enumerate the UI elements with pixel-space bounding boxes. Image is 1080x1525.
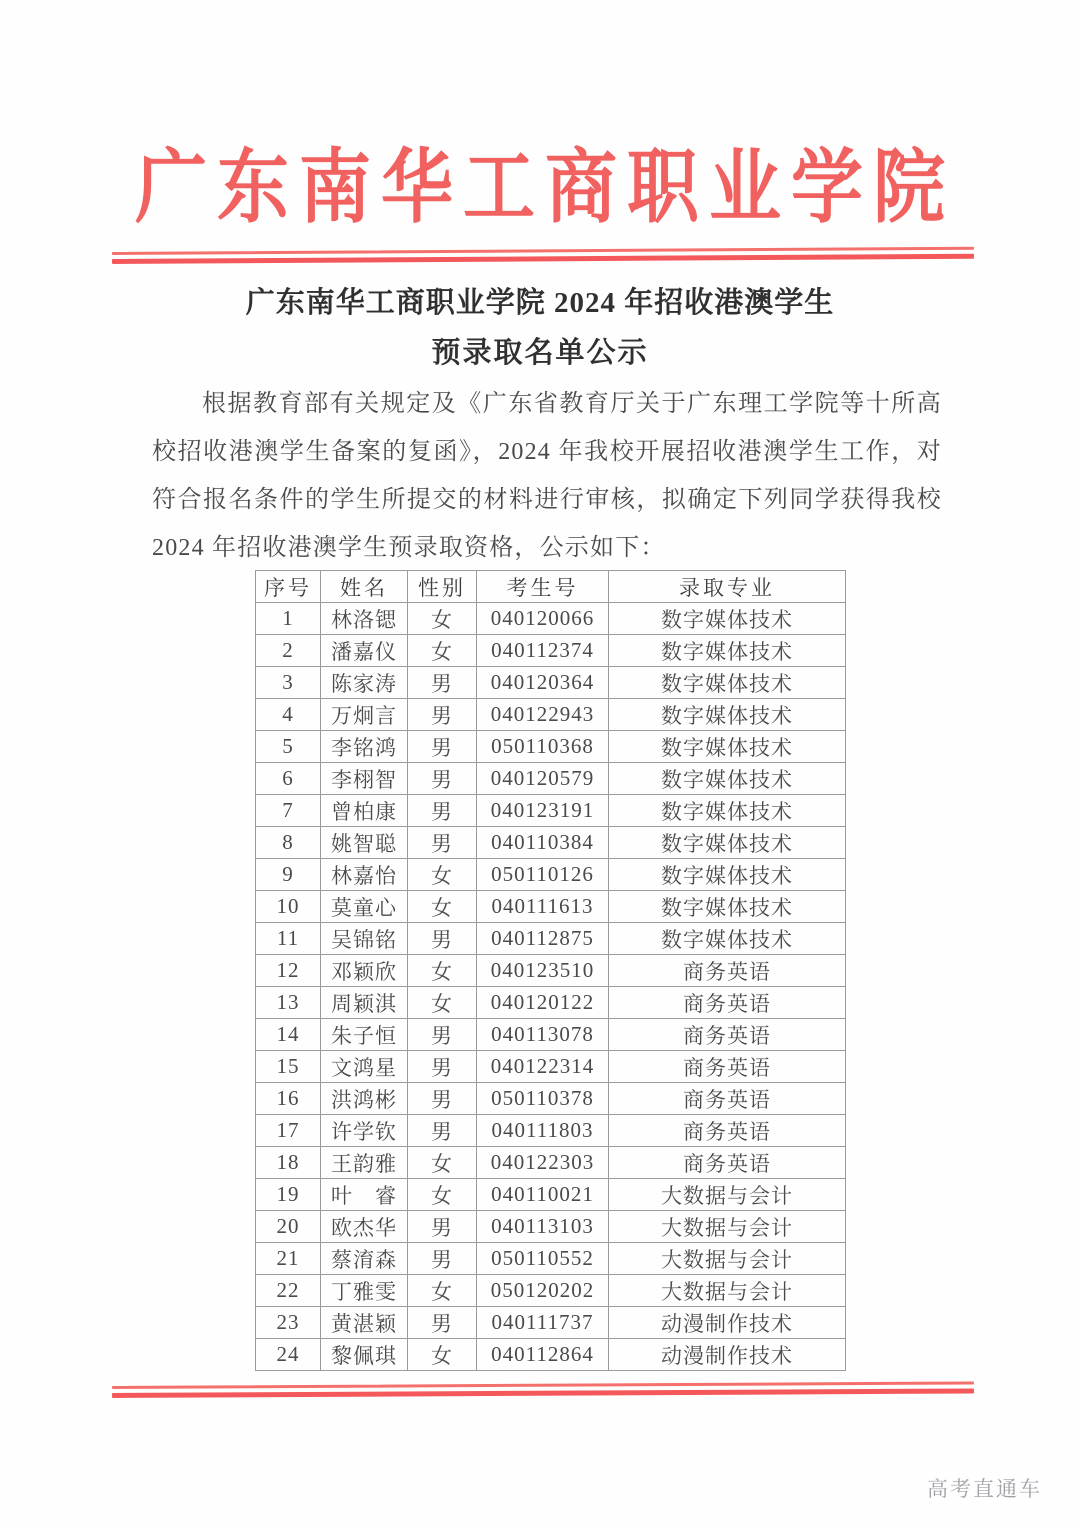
cell-name: 曾柏康 [321, 795, 408, 827]
source-watermark: 高考直通车 [927, 1478, 1042, 1501]
column-header-name: 姓名 [321, 571, 408, 603]
table-row [256, 827, 846, 859]
table-row [256, 795, 846, 827]
cell-index: 10 [256, 891, 321, 923]
cell-major: 数字媒体技术 [609, 859, 846, 891]
cell-index: 20 [256, 1211, 321, 1243]
cell-gender: 男 [408, 795, 477, 827]
cell-major: 数字媒体技术 [609, 603, 846, 635]
cell-exam-no: 040112875 [477, 923, 609, 955]
cell-name: 欧杰华 [321, 1211, 408, 1243]
cell-major: 商务英语 [609, 987, 846, 1019]
cell-name: 黎佩琪 [321, 1339, 408, 1371]
letterhead-divider-bottom [112, 1381, 974, 1398]
cell-major: 数字媒体技术 [609, 891, 846, 923]
table-row [256, 1275, 846, 1307]
column-header-gender: 性别 [408, 571, 477, 603]
cell-gender: 男 [408, 827, 477, 859]
cell-name: 邓颖欣 [321, 955, 408, 987]
table-row [256, 731, 846, 763]
cell-exam-no: 040111737 [477, 1307, 609, 1339]
cell-name: 林嘉怡 [321, 859, 408, 891]
cell-gender: 女 [408, 987, 477, 1019]
cell-exam-no: 040122314 [477, 1051, 609, 1083]
cell-exam-no: 040122303 [477, 1147, 609, 1179]
table-row [256, 699, 846, 731]
table-header-row [256, 571, 846, 603]
cell-exam-no: 040120122 [477, 987, 609, 1019]
table-row [256, 859, 846, 891]
cell-name: 姚智聪 [321, 827, 408, 859]
cell-name: 朱子恒 [321, 1019, 408, 1051]
cell-major: 动漫制作技术 [609, 1339, 846, 1371]
cell-index: 15 [256, 1051, 321, 1083]
column-header-exam-no: 考生号 [477, 571, 609, 603]
column-header-index: 序号 [256, 571, 321, 603]
cell-major: 商务英语 [609, 1083, 846, 1115]
cell-major: 大数据与会计 [609, 1243, 846, 1275]
cell-name: 叶 睿 [321, 1179, 408, 1211]
table-row [256, 1115, 846, 1147]
cell-name: 李铭鸿 [321, 731, 408, 763]
cell-index: 4 [256, 699, 321, 731]
cell-index: 23 [256, 1307, 321, 1339]
cell-exam-no: 040120364 [477, 667, 609, 699]
cell-exam-no: 040120066 [477, 603, 609, 635]
cell-gender: 女 [408, 1179, 477, 1211]
table-row [256, 1051, 846, 1083]
cell-gender: 女 [408, 859, 477, 891]
cell-major: 动漫制作技术 [609, 1307, 846, 1339]
cell-index: 8 [256, 827, 321, 859]
cell-name: 万炯言 [321, 699, 408, 731]
cell-exam-no: 040112374 [477, 635, 609, 667]
cell-index: 9 [256, 859, 321, 891]
cell-exam-no: 050110126 [477, 859, 609, 891]
cell-name: 林洛锶 [321, 603, 408, 635]
roster-table [255, 570, 846, 1371]
cell-name: 文鸿星 [321, 1051, 408, 1083]
cell-name: 丁雅雯 [321, 1275, 408, 1307]
cell-exam-no: 040122943 [477, 699, 609, 731]
cell-gender: 女 [408, 635, 477, 667]
cell-major: 大数据与会计 [609, 1179, 846, 1211]
cell-exam-no: 040113078 [477, 1019, 609, 1051]
roster-table-container [255, 570, 845, 1371]
body-paragraph: 根据教育部有关规定及《广东省教育厅关于广东理工学院等十所高校招收港澳学生备案的复函》，2024 年我校开展招收港澳学生工作，对符合报名条件的学生所提交的材料进行审核，拟确定下列同学获得我校 2024 年招收港澳学生预录取资格，公示如下： [152, 391, 942, 561]
cell-index: 7 [256, 795, 321, 827]
cell-name: 蔡淯森 [321, 1243, 408, 1275]
cell-major: 商务英语 [609, 1019, 846, 1051]
cell-exam-no: 040112864 [477, 1339, 609, 1371]
cell-name: 王韵雅 [321, 1147, 408, 1179]
cell-gender: 男 [408, 1243, 477, 1275]
cell-index: 16 [256, 1083, 321, 1115]
cell-name: 黄湛颖 [321, 1307, 408, 1339]
table-row [256, 955, 846, 987]
cell-index: 21 [256, 1243, 321, 1275]
cell-major: 数字媒体技术 [609, 635, 846, 667]
page-title-line-1: 广东南华工商职业学院 2024 年招收港澳学生 [245, 287, 835, 319]
cell-gender: 男 [408, 667, 477, 699]
cell-major: 商务英语 [609, 1115, 846, 1147]
cell-index: 13 [256, 987, 321, 1019]
cell-major: 数字媒体技术 [609, 731, 846, 763]
cell-exam-no: 040110021 [477, 1179, 609, 1211]
cell-name: 李栩智 [321, 763, 408, 795]
cell-gender: 女 [408, 891, 477, 923]
table-row [256, 635, 846, 667]
cell-major: 商务英语 [609, 955, 846, 987]
cell-exam-no: 040123191 [477, 795, 609, 827]
table-row [256, 1211, 846, 1243]
page-title [150, 278, 930, 378]
cell-exam-no: 050110552 [477, 1243, 609, 1275]
cell-name: 潘嘉仪 [321, 635, 408, 667]
cell-major: 数字媒体技术 [609, 795, 846, 827]
cell-name: 莫童心 [321, 891, 408, 923]
cell-major: 大数据与会计 [609, 1211, 846, 1243]
cell-gender: 女 [408, 1339, 477, 1371]
cell-major: 数字媒体技术 [609, 923, 846, 955]
table-row [256, 923, 846, 955]
cell-major: 大数据与会计 [609, 1275, 846, 1307]
cell-major: 数字媒体技术 [609, 699, 846, 731]
cell-gender: 男 [408, 1051, 477, 1083]
cell-index: 6 [256, 763, 321, 795]
table-row [256, 1339, 846, 1371]
cell-exam-no: 040123510 [477, 955, 609, 987]
cell-gender: 男 [408, 699, 477, 731]
cell-gender: 男 [408, 1019, 477, 1051]
cell-exam-no: 040111803 [477, 1115, 609, 1147]
cell-name: 陈家涛 [321, 667, 408, 699]
cell-name: 周颖淇 [321, 987, 408, 1019]
table-row [256, 1083, 846, 1115]
cell-gender: 男 [408, 923, 477, 955]
cell-index: 18 [256, 1147, 321, 1179]
table-row [256, 987, 846, 1019]
cell-exam-no: 040113103 [477, 1211, 609, 1243]
cell-gender: 男 [408, 1307, 477, 1339]
table-row [256, 763, 846, 795]
cell-name: 洪鸿彬 [321, 1083, 408, 1115]
cell-index: 11 [256, 923, 321, 955]
cell-index: 5 [256, 731, 321, 763]
cell-index: 17 [256, 1115, 321, 1147]
cell-gender: 男 [408, 1211, 477, 1243]
table-row [256, 667, 846, 699]
cell-major: 数字媒体技术 [609, 667, 846, 699]
letterhead [0, 143, 1080, 234]
cell-gender: 男 [408, 763, 477, 795]
cell-index: 3 [256, 667, 321, 699]
roster-table-body [256, 603, 846, 1371]
table-row [256, 1243, 846, 1275]
cell-gender: 男 [408, 1083, 477, 1115]
cell-major: 商务英语 [609, 1051, 846, 1083]
table-row [256, 1019, 846, 1051]
letterhead-divider-top [112, 247, 974, 264]
cell-major: 数字媒体技术 [609, 827, 846, 859]
cell-major: 数字媒体技术 [609, 763, 846, 795]
cell-index: 14 [256, 1019, 321, 1051]
cell-gender: 女 [408, 955, 477, 987]
page-title-line-2: 预录取名单公示 [431, 337, 649, 369]
cell-index: 2 [256, 635, 321, 667]
cell-gender: 男 [408, 1115, 477, 1147]
cell-gender: 女 [408, 1147, 477, 1179]
institution-masthead-title: 广东南华工商职业学院 [134, 143, 955, 234]
table-row [256, 603, 846, 635]
table-row [256, 891, 846, 923]
cell-name: 吴锦铭 [321, 923, 408, 955]
cell-index: 1 [256, 603, 321, 635]
cell-major: 商务英语 [609, 1147, 846, 1179]
cell-exam-no: 040110384 [477, 827, 609, 859]
cell-exam-no: 050110368 [477, 731, 609, 763]
cell-index: 19 [256, 1179, 321, 1211]
cell-index: 12 [256, 955, 321, 987]
cell-gender: 女 [408, 1275, 477, 1307]
table-row [256, 1307, 846, 1339]
cell-index: 24 [256, 1339, 321, 1371]
cell-exam-no: 040120579 [477, 763, 609, 795]
cell-exam-no: 050120202 [477, 1275, 609, 1307]
cell-gender: 男 [408, 731, 477, 763]
cell-exam-no: 050110378 [477, 1083, 609, 1115]
cell-index: 22 [256, 1275, 321, 1307]
table-row [256, 1179, 846, 1211]
column-header-major: 录取专业 [609, 571, 846, 603]
cell-exam-no: 040111613 [477, 891, 609, 923]
cell-gender: 女 [408, 603, 477, 635]
cell-name: 许学钦 [321, 1115, 408, 1147]
table-row [256, 1147, 846, 1179]
